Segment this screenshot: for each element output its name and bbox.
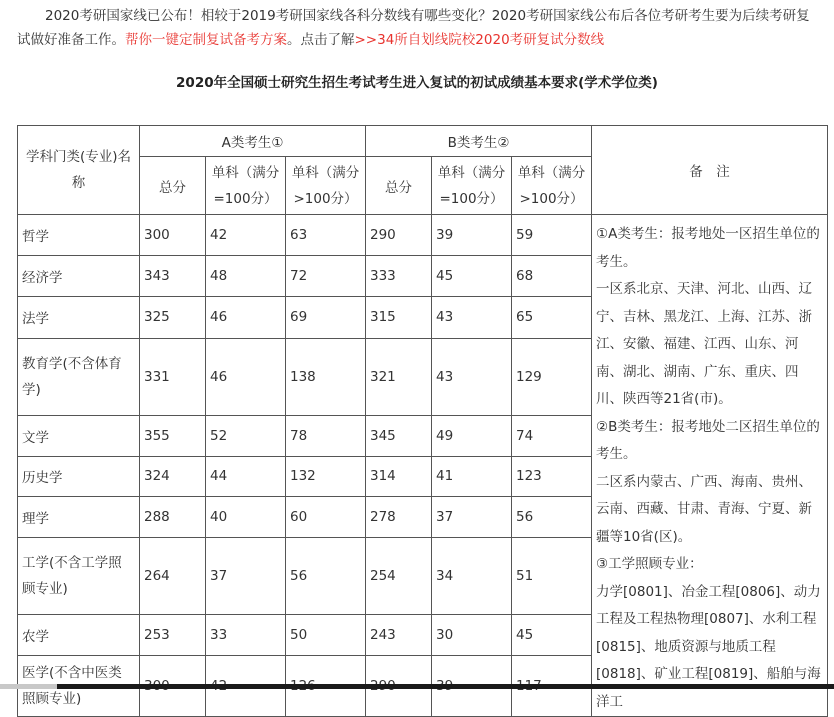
b-singleover100: 65	[512, 297, 592, 338]
a-total: 343	[140, 256, 206, 297]
intro-mid-text: 。点击了解	[287, 32, 355, 48]
subject-name: 历史学	[18, 456, 140, 496]
a-single100: 40	[206, 496, 286, 537]
a-total: 325	[140, 297, 206, 338]
b-total: 278	[366, 496, 432, 537]
b-singleover100: 45	[512, 614, 592, 655]
notes-cell	[592, 215, 828, 717]
b-singleover100: 68	[512, 256, 592, 297]
b-total: 290	[366, 215, 432, 256]
a-single100-header: 单科（满分=100分）	[206, 157, 286, 215]
page-title: 2020年全国硕士研究生招生考试考生进入复试的初试成绩基本要求(学术学位类)	[176, 75, 658, 91]
subject-name: 法学	[18, 297, 140, 338]
arrows-text[interactable]: >>	[354, 32, 378, 48]
subject-name: 经济学	[18, 256, 140, 297]
retest-score-link[interactable]: 34所自划线院校2020考研复试分数线	[377, 32, 605, 48]
group-b-header: B类考生②	[366, 126, 592, 157]
intro-text: 2020考研国家线已公布！相较于2019考研国家线各科分数线有哪些变化？2020考研国家线公布后各位考研考生要为后续考研复试做好准备工作。	[17, 8, 810, 48]
b-total: 254	[366, 538, 432, 615]
table-row	[18, 215, 828, 256]
a-singleover100: 56	[286, 538, 366, 615]
a-single100: 52	[206, 415, 286, 456]
note-line: ②B类考生：报考地处二区招生单位的考生。	[596, 418, 820, 462]
b-singleover100: 51	[512, 538, 592, 615]
b-singleover100: 129	[512, 338, 592, 415]
note-line: ③工学照顾专业：	[596, 556, 703, 572]
b-single100-header: 单科（满分=100分）	[432, 157, 512, 215]
a-singleover100: 50	[286, 614, 366, 655]
a-total: 264	[140, 538, 206, 615]
b-total: 243	[366, 614, 432, 655]
note-line: 一区系北京、天津、河北、山西、辽宁、吉林、黑龙江、上海、江苏、浙江、安徽、福建、江西、山东、河南、湖北、湖南、广东、重庆、四川、陕西等21省(市)。	[596, 281, 812, 407]
a-total: 300	[140, 215, 206, 256]
a-total: 355	[140, 415, 206, 456]
b-singleover100: 123	[512, 456, 592, 496]
notes-header: 备 注	[592, 126, 828, 215]
b-singleover100: 56	[512, 496, 592, 537]
subject-name: 工学(不含工学照顾专业)	[18, 538, 140, 615]
score-table	[17, 125, 828, 717]
a-total: 331	[140, 338, 206, 415]
b-single100: 30	[432, 614, 512, 655]
a-single100: 46	[206, 338, 286, 415]
a-singleover100: 132	[286, 456, 366, 496]
a-total: 253	[140, 614, 206, 655]
b-total: 345	[366, 415, 432, 456]
a-single100: 44	[206, 456, 286, 496]
a-singleover100: 69	[286, 297, 366, 338]
b-total: 333	[366, 256, 432, 297]
a-singleover100: 63	[286, 215, 366, 256]
group-a-header: A类考生①	[140, 126, 366, 157]
custom-plan-link[interactable]: 帮你一键定制复试备考方案	[125, 32, 287, 48]
subject-name: 农学	[18, 614, 140, 655]
a-singleover100: 78	[286, 415, 366, 456]
b-single100: 49	[432, 415, 512, 456]
a-single100: 48	[206, 256, 286, 297]
b-single100: 34	[432, 538, 512, 615]
subject-name: 教育学(不含体育学)	[18, 338, 140, 415]
a-single100: 46	[206, 297, 286, 338]
b-total: 314	[366, 456, 432, 496]
a-single100: 42	[206, 215, 286, 256]
b-total: 321	[366, 338, 432, 415]
subject-name: 理学	[18, 496, 140, 537]
b-single100: 43	[432, 297, 512, 338]
intro-paragraph	[17, 4, 817, 52]
a-single100: 37	[206, 538, 286, 615]
note-line: 二区系内蒙古、广西、海南、贵州、云南、西藏、甘肃、青海、宁夏、新疆等10省(区)。	[596, 473, 812, 545]
b-single100: 43	[432, 338, 512, 415]
a-singleover100: 72	[286, 256, 366, 297]
subject-name: 文学	[18, 415, 140, 456]
subject-name: 医学(不含中医类照顾专业)	[18, 656, 140, 717]
a-singleover100: 60	[286, 496, 366, 537]
b-single100: 39	[432, 215, 512, 256]
note-line: 力学[0801]、冶金工程[0806]、动力工程及工程热物理[0807]、水利工程[0815]、地质资源与地质工程[0818]、矿业工程[0819]、船舶与海洋工	[596, 583, 821, 710]
subject-header: 学科门类(专业)名称	[18, 126, 140, 215]
b-singleover100: 59	[512, 215, 592, 256]
b-single100: 37	[432, 496, 512, 537]
subject-name: 哲学	[18, 215, 140, 256]
a-total-header: 总分	[140, 157, 206, 215]
b-single100: 45	[432, 256, 512, 297]
a-singleover100-header: 单科（满分>100分）	[286, 157, 366, 215]
horizontal-scrollbar[interactable]	[0, 684, 834, 689]
b-singleover100: 74	[512, 415, 592, 456]
scrollbar-thumb[interactable]	[0, 684, 57, 689]
a-total: 324	[140, 456, 206, 496]
a-total: 288	[140, 496, 206, 537]
b-single100: 41	[432, 456, 512, 496]
b-total: 315	[366, 297, 432, 338]
note-line: ①A类考生：报考地处一区招生单位的考生。	[596, 226, 820, 270]
a-singleover100: 138	[286, 338, 366, 415]
a-single100: 33	[206, 614, 286, 655]
b-total-header: 总分	[366, 157, 432, 215]
b-singleover100-header: 单科（满分>100分）	[512, 157, 592, 215]
